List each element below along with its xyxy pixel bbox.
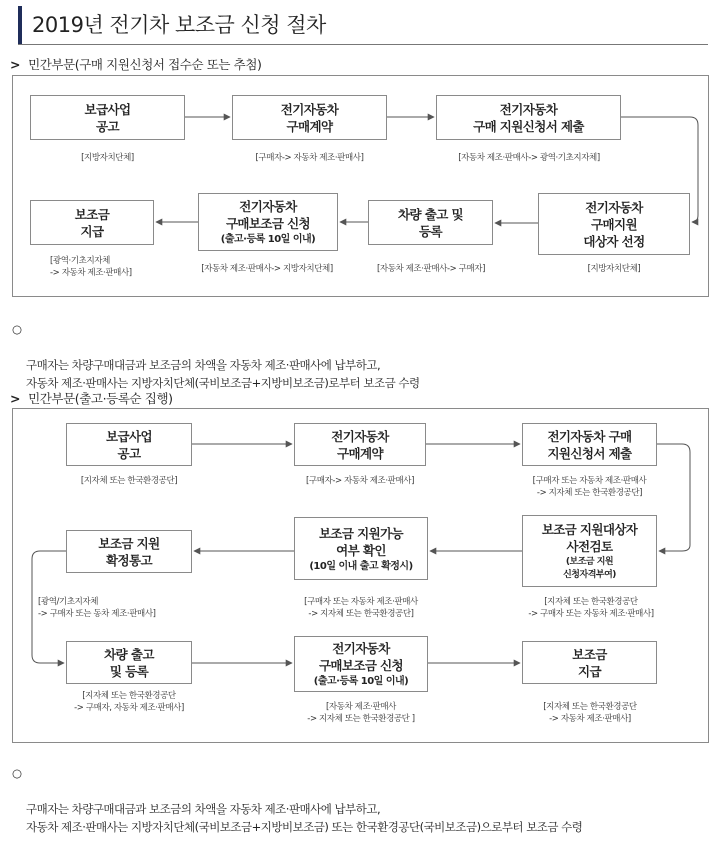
- s1-step-application-caption: [자동차 제조·판매사-> 광역·기초지자체]: [458, 153, 600, 163]
- s1-step-subsidy-request-sub: (출고·등록 10일 이내): [220, 234, 316, 245]
- s2-step-subsidy-request-caption: [자동차 제조·판매사 -> 지자체 또는 한국환경공단 ]: [307, 702, 415, 724]
- s2-step-subsidy-request-sub: (출고·등록 10일 이내): [313, 676, 409, 687]
- section2-heading-text: 민간부문(출고·등록순 집행): [28, 391, 173, 406]
- section1-heading-text: 민간부문(구매 지원신청서 접수순 또는 추첨): [28, 57, 262, 72]
- s1-step-payment-label: 보조금 지급: [74, 206, 110, 239]
- s2-step-eligibility-check-caption: [구매자 또는 자동차 제조·판매사 -> 지자체 또는 한국환경공단]: [304, 597, 418, 619]
- s1-step-delivery-caption: [자동차 제조·판매사-> 구매자]: [376, 264, 486, 274]
- s2-step-application-caption: [구매자 또는 자동차 제조·판매사 -> 지자체 또는 한국환경공단]: [532, 476, 647, 498]
- s1-step-selection-caption: [지방자치단체]: [587, 264, 641, 274]
- s2-step-eligibility-check-label: 보조금 지원가능 여부 확인: [318, 525, 404, 558]
- s1-step-delivery-label: 차량 출고 및 등록: [398, 206, 463, 239]
- s2-step-announcement-label: 보급사업 공고: [106, 428, 152, 461]
- s1-step-contract-label: 전기자동차 구매계약: [280, 101, 339, 134]
- chevron-right-icon: >: [10, 57, 21, 72]
- s2-step-payment-label: 보조금 지급: [572, 646, 607, 679]
- s1-step-subsidy-request-label: 전기자동차 구매보조금 신청: [225, 199, 311, 231]
- page-title: 2019년 전기차 보조금 신청 절차: [32, 13, 326, 37]
- section2-note-text: 구매자는 차량구매대금과 보조금의 차액을 자동차 제조·판매사에 납부하고, 자동차 제조·판매사는 지방자치단체(국비보조금+지방비보조금) 또는 한국환경공단(국비보조금)으로부터 보조금 수령: [26, 802, 583, 834]
- s2-step-delivery-caption: [지자체 또는 한국환경공단 -> 구매자, 자동차 제조·판매사]: [74, 691, 184, 713]
- s2-step-contract-caption: [구매자-> 자동차 제조·판매사]: [305, 476, 415, 486]
- s2-step-announcement-caption: [지자체 또는 한국환경공단]: [80, 476, 178, 486]
- s2-step-delivery-label: 차량 출고 및 등록: [104, 646, 154, 679]
- s1-step-contract-caption: [구매자-> 자동차 제조·판매사]: [255, 153, 364, 163]
- circle-bullet-icon: ○: [12, 322, 22, 336]
- s2-arrow-6: [32, 551, 66, 663]
- s1-step-announcement-label: 보급사업 공고: [84, 101, 131, 134]
- s2-step-prereview-sub: (보조금 지원 신청자격부여): [563, 556, 616, 580]
- s2-step-contract-label: 전기자동차 구매계약: [331, 428, 389, 461]
- s2-step-application-label: 전기자동차 구매 지원신청서 제출: [547, 428, 632, 461]
- s1-step-announcement-caption: [지방자치단체]: [81, 153, 134, 163]
- s2-step-prereview-caption: [지자체 또는 한국환경공단 -> 구매자 또는 자동차 제조·판매사]: [528, 597, 654, 619]
- s2-step-subsidy-request-label: 전기자동차 구매보조금 신청: [318, 641, 404, 673]
- s1-arrow-3: [621, 117, 698, 222]
- s1-step-payment-caption: [광역·기초지자체 -> 자동차 제조·판매사]: [50, 256, 132, 278]
- section1-note-text: 구매자는 차량구매대금과 보조금의 차액을 자동차 제조·판매사에 납부하고, 자동차 제조·판매사는 지방자치단체(국비보조금+지방비보조금)로부터 보조금 수령: [26, 358, 420, 390]
- s2-step-eligibility-check-sub: (10일 이내 출고 확정시): [309, 560, 413, 572]
- s2-step-prereview-label: 보조금 지원대상자 사전검토: [541, 521, 638, 554]
- s2-step-confirmation-notice-caption: [광역/기초지자체 -> 구매자 또는 동차 제조·판매사]: [38, 597, 156, 619]
- s2-step-confirmation-notice-label: 보조금 지원 확정통고: [98, 535, 160, 568]
- s2-step-payment-caption: [지자체 또는 한국환경공단 -> 자동차 제조·판매사]: [543, 702, 637, 724]
- s1-step-application-label: 전기자동차 구매 지원신청서 제출: [473, 101, 584, 134]
- chevron-right-icon: >: [10, 391, 21, 406]
- circle-bullet-icon: ○: [12, 766, 22, 780]
- s1-step-subsidy-request-caption: [자동차 제조·판매사-> 지방자치단체]: [201, 264, 333, 274]
- s1-step-selection-label: 전기자동차 구매지원 대상자 선정: [583, 199, 645, 249]
- s2-arrow-3: [657, 444, 690, 551]
